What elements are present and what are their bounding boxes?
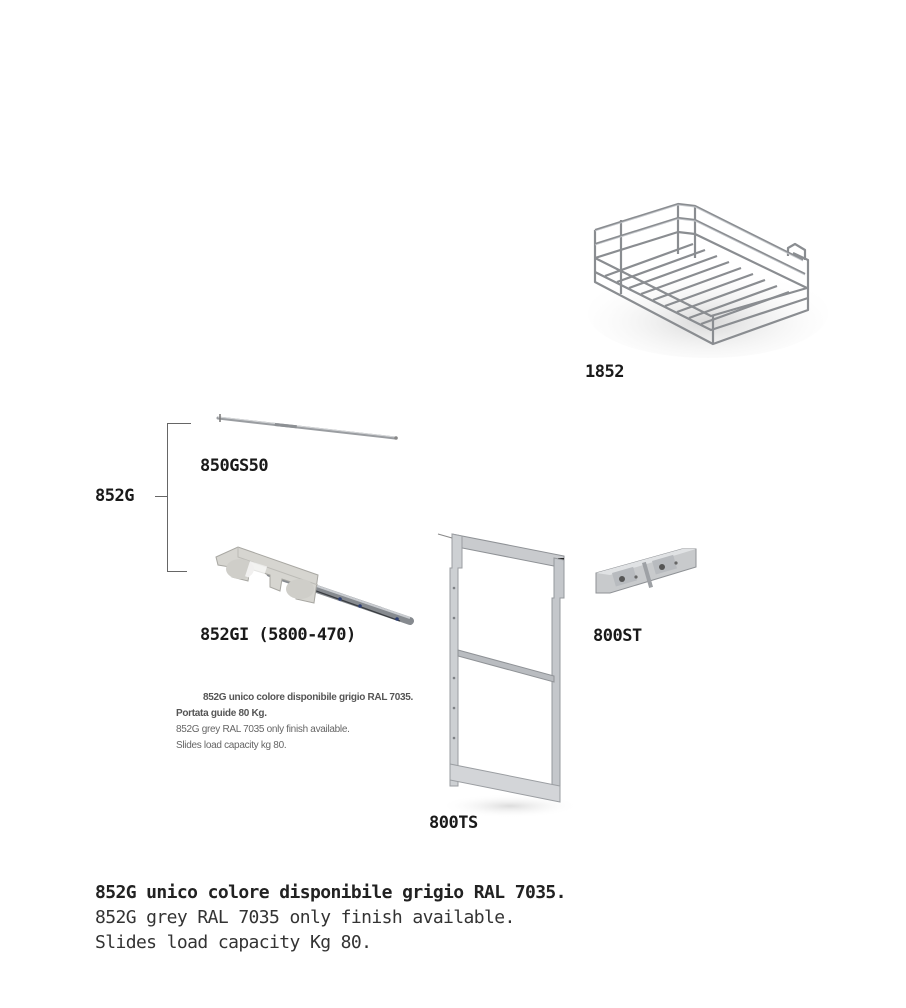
small-note-line-2: Portata guide 80 Kg. xyxy=(176,708,267,719)
footer-line-3: Slides load capacity Kg 80. xyxy=(95,932,372,953)
wire-basket-image xyxy=(583,198,828,358)
label-800TS: 800TS xyxy=(429,813,478,833)
bracket-top-tick xyxy=(167,423,191,424)
footer-line-1: 852G unico colore disponibile grigio RAL 7035. xyxy=(95,882,566,903)
mounting-bracket-image xyxy=(592,543,700,603)
rail-image xyxy=(215,412,405,444)
label-852GI: 852GI (5800-470) xyxy=(200,625,356,645)
label-852G: 852G xyxy=(95,486,134,506)
bracket-vertical-line xyxy=(167,423,168,571)
drawer-slide-image xyxy=(210,543,420,635)
small-note-line-4: Slides load capacity kg 80. xyxy=(176,740,287,751)
footer-line-2: 852G grey RAL 7035 only finish available. xyxy=(95,907,515,928)
small-note-line-1: 852G unico colore disponibile grigio RAL 7035. xyxy=(203,692,413,703)
frame-image xyxy=(430,528,580,818)
bracket-bottom-tick xyxy=(167,571,187,572)
footer-note xyxy=(95,880,566,955)
label-800ST: 800ST xyxy=(593,626,642,646)
bracket-middle-tick xyxy=(155,496,167,497)
small-note xyxy=(176,690,413,754)
label-1852: 1852 xyxy=(585,362,624,382)
small-note-line-3: 852G grey RAL 7035 only finish available. xyxy=(176,724,350,735)
label-850GS50: 850GS50 xyxy=(200,456,269,476)
